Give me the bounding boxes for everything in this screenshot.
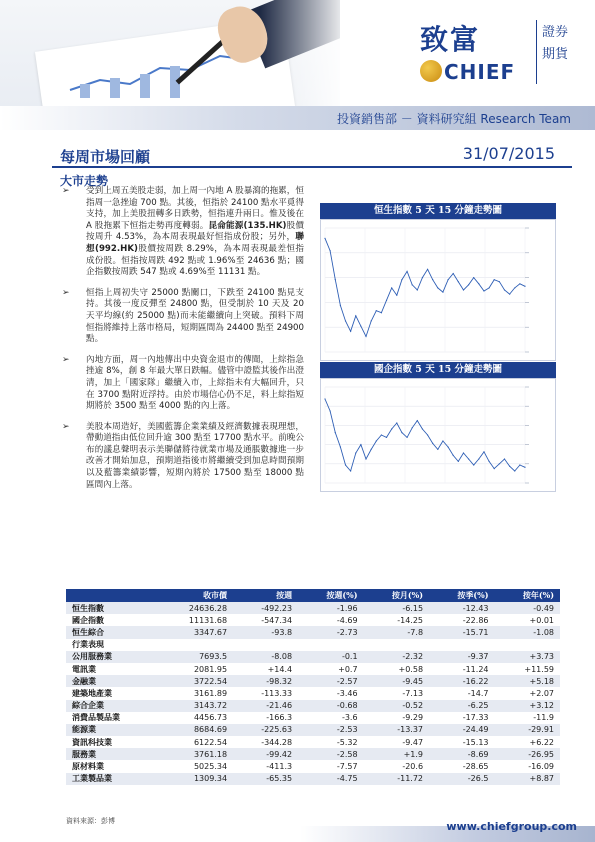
table-cell: +5.18	[495, 675, 561, 687]
chart-point	[442, 291, 443, 292]
chart-point	[355, 315, 356, 316]
table-cell: -15.71	[429, 626, 494, 638]
chart-point	[504, 289, 505, 290]
table-cell: +0.7	[338, 664, 358, 674]
table-cell: +14.4	[267, 664, 293, 674]
row-label: 行業表現	[72, 640, 104, 650]
table-cell: -344.28	[261, 737, 293, 747]
chart-point	[447, 446, 448, 447]
row-label: 國企指數	[72, 615, 104, 625]
table-cell: -492.23	[233, 602, 298, 614]
table-header-cell: 按月(%)	[364, 589, 429, 602]
stock-name: 昆侖能源(135.HK)	[208, 220, 287, 231]
chart-point	[365, 336, 366, 337]
chart-point	[442, 440, 443, 441]
chart-point	[371, 320, 372, 321]
chart-point	[381, 312, 382, 313]
chart-point	[396, 422, 397, 423]
chart-point	[345, 464, 346, 465]
department-bar	[0, 106, 595, 130]
table-cell: -0.68	[298, 700, 363, 712]
table-row	[66, 700, 560, 712]
table-cell: -8.69	[429, 748, 494, 760]
table-cell: -15.13	[462, 737, 489, 747]
bullet-arrow-icon: ➢	[62, 186, 70, 196]
table-cell: +3.12	[495, 700, 561, 712]
logo-side-text: 證券 期貨	[542, 25, 569, 62]
commentary-paragraph	[60, 288, 304, 346]
table-cell: +1.9	[364, 748, 429, 760]
table-cell: -3.46	[336, 688, 358, 698]
table-cell: 6122.54	[193, 737, 228, 747]
footer-url: www.chiefgroup.com	[446, 820, 577, 833]
chart-point	[422, 277, 423, 278]
row-label: 恒生綜合	[66, 626, 157, 638]
report-date: 31/07/2015	[462, 144, 555, 163]
chart-point	[340, 446, 341, 447]
table-cell: -11.24	[462, 664, 489, 674]
row-label: 建築地產業	[72, 688, 112, 698]
table-cell: -28.65	[462, 762, 489, 772]
chart-point	[386, 300, 387, 301]
commentary-paragraph	[60, 186, 304, 279]
chart-point	[330, 250, 331, 251]
chart-point	[376, 310, 377, 311]
row-label: 恒生指數	[66, 602, 157, 614]
table-header-cell: 收市價	[157, 589, 233, 602]
table-cell: -1.96	[298, 602, 363, 614]
chart-point	[406, 271, 407, 272]
table-cell	[495, 639, 561, 651]
commentary	[60, 186, 304, 500]
chart-point	[494, 468, 495, 469]
chart-point	[473, 464, 474, 465]
row-label: 能源業	[66, 724, 157, 736]
chart-point	[524, 467, 525, 468]
table-row	[66, 602, 560, 614]
table-cell: -13.37	[364, 724, 429, 736]
chart-point	[335, 432, 336, 433]
chart-point	[381, 434, 382, 435]
table-cell: -12.43	[429, 602, 494, 614]
table-cell: -4.69	[336, 615, 358, 625]
chart-point	[432, 443, 433, 444]
table-cell: -166.3	[266, 713, 293, 723]
table-cell: -6.25	[429, 700, 494, 712]
chart-point	[360, 444, 361, 445]
chart-point	[463, 452, 464, 453]
chart-point	[473, 277, 474, 278]
table-header-cell: 按季(%)	[429, 589, 494, 602]
row-label: 消費品製品業	[72, 713, 120, 723]
table-cell: -2.58	[298, 748, 363, 760]
hsi-chart-panel	[320, 203, 556, 361]
chart-point	[489, 461, 490, 462]
section-heading: 大市走勢	[60, 174, 109, 188]
row-label: 電訊業	[72, 664, 96, 674]
chart-point	[324, 238, 325, 239]
report-title: 每周市場回顧	[60, 148, 151, 166]
table-row	[66, 712, 560, 724]
chart-point	[427, 434, 428, 435]
table-cell: -2.53	[298, 724, 363, 736]
logo-globe-icon	[420, 60, 442, 82]
table-cell: 3722.54	[157, 675, 233, 687]
chart-point	[468, 458, 469, 459]
commentary-text: 恒指上周初失守 25000 點關口，下跌至 24100 點見支持。其後一度反彈至 24800 點，但受制於 10 天及 20 天平均線(約 25000 點)而未能繼續向上突破。預料下周恒指將維持上落市格局，短期區間為 24400 點至 24900 點。	[86, 287, 304, 345]
table-row	[66, 639, 560, 651]
chief-logo	[412, 10, 592, 90]
chart-point	[494, 279, 495, 280]
table-cell: -3.6	[341, 713, 358, 723]
table-header-cell	[66, 589, 157, 602]
chart-point	[514, 470, 515, 471]
commentary-text: 股價按周升 4.53%，為本周表現最好恒指成份股；另外，	[86, 220, 304, 243]
chart-point	[365, 458, 366, 459]
row-label: 公用服務業	[66, 651, 157, 663]
chart-point	[499, 281, 500, 282]
hsi-chart-svg	[321, 220, 555, 360]
table-row	[66, 736, 560, 748]
table-cell	[157, 639, 233, 651]
table-row	[66, 614, 560, 626]
bullet-arrow-icon: ➢	[62, 287, 70, 298]
table-cell: -98.32	[233, 675, 298, 687]
table-cell: 5025.34	[193, 762, 228, 772]
table-cell: -411.3	[266, 762, 293, 772]
table-cell: 24636.28	[157, 602, 233, 614]
commentary-text: 受到上周五美股走弱，加上周一內地 A 股暴瀉的拖累，恒指周一急挫逾 700 點。其後，恒指於 24100 點水平覓得支持，加上美股扭轉多日跌勢，恒指連升兩日。惟及後在 A 股拖累下恒指走勢再度轉弱。	[86, 186, 304, 231]
table-cell: -0.49	[495, 602, 561, 614]
chart-point	[509, 294, 510, 295]
chart-point	[391, 428, 392, 429]
chart-point	[432, 279, 433, 280]
row-label: 綜合企業	[66, 700, 157, 712]
table-cell: -0.52	[364, 700, 429, 712]
chart-point	[453, 455, 454, 456]
table-cell: +11.59	[524, 664, 554, 674]
table-cell: -65.35	[233, 773, 298, 785]
table-cell: -93.8	[233, 626, 298, 638]
table-cell	[298, 639, 363, 651]
table-cell: -26.5	[429, 773, 494, 785]
table-header-cell: 按週(%)	[298, 589, 363, 602]
table-cell	[429, 639, 494, 651]
chart-point	[509, 466, 510, 467]
chart-point	[371, 449, 372, 450]
table-cell: -225.63	[233, 724, 298, 736]
chart-point	[391, 287, 392, 288]
chart-point	[345, 320, 346, 321]
commentary-paragraph	[60, 355, 304, 413]
table-cell: 11131.68	[188, 615, 228, 625]
chart-point	[519, 283, 520, 284]
chart-point	[483, 290, 484, 291]
row-label: 工業製品業	[66, 773, 157, 785]
table-cell: -6.15	[364, 602, 429, 614]
table-cell: -14.25	[397, 615, 424, 625]
table-cell: -9.37	[429, 651, 494, 663]
table-cell: -2.73	[298, 626, 363, 638]
logo-english: CHIEF	[444, 60, 516, 84]
bullet-arrow-icon: ➢	[62, 354, 70, 365]
hsi-chart	[320, 219, 556, 361]
row-label: 服務業	[66, 748, 157, 760]
chart-point	[458, 281, 459, 282]
chart-point	[483, 451, 484, 452]
chart-point	[396, 295, 397, 296]
hsi-chart-title: 恒生指數 5 天 15 分鐘走勢圖	[320, 203, 556, 219]
table-cell: -21.46	[233, 700, 298, 712]
chart-point	[335, 279, 336, 280]
chart-point	[447, 279, 448, 280]
table-cell: +0.58	[398, 664, 424, 674]
table-cell: -16.22	[429, 675, 494, 687]
table-cell: -5.32	[336, 737, 358, 747]
table-cell: +2.07	[529, 688, 554, 698]
table-row	[66, 626, 560, 638]
table-row	[66, 773, 560, 785]
hscei-chart	[320, 378, 556, 492]
table-cell: -22.86	[462, 615, 489, 625]
chart-point	[324, 398, 325, 399]
chart-point	[499, 463, 500, 464]
table-cell: +8.87	[495, 773, 561, 785]
table-cell: -4.75	[298, 773, 363, 785]
hscei-chart-title: 國企指數 5 天 15 分鐘走勢圖	[320, 362, 556, 378]
table-cell: -14.7	[467, 688, 489, 698]
chart-point	[478, 458, 479, 459]
chart-point	[340, 305, 341, 306]
table-cell	[364, 639, 429, 651]
department-label: 投資銷售部 － 資料研究組 Research Team	[336, 112, 571, 126]
chart-point	[350, 470, 351, 471]
chart-point	[437, 287, 438, 288]
commentary-text: 內地方面，周一內地傳出中央資金退市的傳聞，上綜指急挫逾 8%，創 8 年最大單日跌幅。儘管中證監其後作出澄清，加上「國家隊」繼續入市，上綜指未有大幅回升，只在 3700 點附近浮持。由於市場信心仍不足，料上綜指短期將於 3500 點至 4000 點的內上落。	[86, 354, 304, 412]
table-cell: -113.33	[261, 688, 293, 698]
table-cell: -2.57	[298, 675, 363, 687]
row-label: 資訊科技業	[72, 737, 112, 747]
chart-point	[453, 273, 454, 274]
table-cell: 1309.34	[157, 773, 233, 785]
chart-point	[427, 269, 428, 270]
table-cell: -16.09	[528, 762, 554, 772]
table-cell: -7.57	[336, 762, 358, 772]
table-row	[66, 724, 560, 736]
chart-point	[468, 284, 469, 285]
hscei-chart-panel	[320, 362, 556, 492]
table-row	[66, 748, 560, 760]
table-cell: +6.22	[529, 737, 554, 747]
chart-point	[422, 428, 423, 429]
table-cell: -9.45	[364, 675, 429, 687]
table-cell: -7.8	[364, 626, 429, 638]
table-cell: 3143.72	[157, 700, 233, 712]
table-cell	[233, 639, 298, 651]
chart-point	[514, 287, 515, 288]
chart-point	[401, 279, 402, 280]
chart-point	[386, 437, 387, 438]
table-cell: -9.29	[402, 713, 424, 723]
chart-point	[360, 326, 361, 327]
table-cell: -24.49	[429, 724, 494, 736]
table-row	[66, 663, 560, 675]
commentary-text: 美股本周造好，美國藍籌企業業績及經濟數據表現理想，帶動道指由低位回升逾 300 點至 17700 點水平。前晚公布的議息聲明表示美聯儲將待就業市場及通脹數據進一步改善才開始加息，預期道指後市將繼續受到加息時間預期以及藍籌業績影響，短期內將於 17500 點至 18000 點區間內上落。	[86, 421, 304, 490]
table-cell: -9.47	[402, 737, 424, 747]
table-cell: 4456.73	[193, 713, 228, 723]
hscei-chart-svg	[321, 379, 555, 491]
table-row	[66, 760, 560, 772]
chart-point	[355, 452, 356, 453]
table-cell: -20.6	[402, 762, 424, 772]
chart-point	[412, 427, 413, 428]
table-cell: 7693.5	[157, 651, 233, 663]
table-cell: -8.08	[233, 651, 298, 663]
chart-point	[330, 410, 331, 411]
table-cell: +3.73	[495, 651, 561, 663]
chart-point	[524, 286, 525, 287]
chart-point	[519, 464, 520, 465]
chart-point	[417, 420, 418, 421]
table-cell: -0.1	[298, 651, 363, 663]
table-header-row	[66, 589, 560, 602]
chart-point	[406, 437, 407, 438]
table-cell: 3761.18	[157, 748, 233, 760]
table-cell: -7.13	[402, 688, 424, 698]
commentary-paragraph	[60, 422, 304, 492]
table-cell: -2.32	[364, 651, 429, 663]
table-cell: 3161.89	[193, 688, 228, 698]
market-table	[66, 589, 560, 785]
chart-point	[412, 284, 413, 285]
table-row	[66, 687, 560, 699]
table-cell: 2081.95	[193, 664, 228, 674]
chart-point	[401, 432, 402, 433]
page-footer	[0, 816, 595, 842]
stock-name: 聯想(992.HK)	[86, 232, 304, 254]
table-cell: -17.33	[462, 713, 489, 723]
table-row	[66, 675, 560, 687]
chart-series-line	[325, 399, 525, 471]
table-cell: -11.72	[364, 773, 429, 785]
table-cell: -11.9	[533, 713, 554, 723]
bullet-arrow-icon: ➢	[62, 421, 70, 432]
chart-point	[478, 283, 479, 284]
table-cell: -1.08	[495, 626, 561, 638]
commentary-text: 股價按周跌 8.29%，為本周表現最差恒指成份股。恒指按周跌 492 點或 1.96%至 24636 點；國企指數按周跌 547 點或 4.69%至 11131 點。	[86, 243, 304, 278]
chart-point	[504, 458, 505, 459]
chart-point	[417, 289, 418, 290]
table-header-cell: 按週	[233, 589, 298, 602]
table-header-cell: 按年(%)	[495, 589, 561, 602]
chart-point	[489, 287, 490, 288]
chart-point	[376, 440, 377, 441]
table-cell: -547.34	[261, 615, 293, 625]
chart-point	[350, 331, 351, 332]
chart-point	[463, 289, 464, 290]
table-cell: 3347.67	[157, 626, 233, 638]
data-source: 資料來源：彭博	[66, 817, 115, 825]
row-label: 原材料業	[72, 762, 104, 772]
chart-point	[458, 461, 459, 462]
table-cell: 8684.69	[157, 724, 233, 736]
chart-point	[437, 449, 438, 450]
row-label: 金融業	[66, 675, 157, 687]
table-cell: -29.91	[495, 724, 561, 736]
logo-chinese: 致富	[420, 23, 481, 56]
table-cell: -99.42	[233, 748, 298, 760]
title-divider	[52, 166, 572, 168]
table-cell: +0.01	[529, 615, 554, 625]
table-row	[66, 651, 560, 663]
table-cell: -26.95	[495, 748, 561, 760]
page-header	[0, 0, 595, 106]
